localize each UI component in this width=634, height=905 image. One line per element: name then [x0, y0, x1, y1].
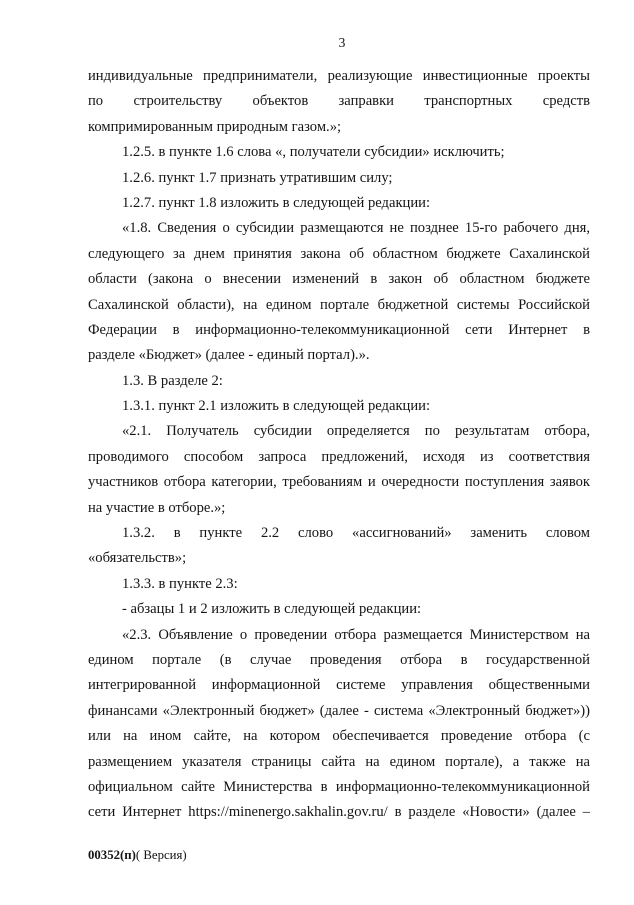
text-line: 1.2.5. в пункте 1.6 слова «, получатели субсидии» исключить;: [122, 144, 505, 161]
text-line: 1.2.7. пункт 1.8 изложить в следующей редакции:: [122, 194, 431, 211]
text-line: 1.3. В разделе 2:: [122, 372, 223, 389]
text-line: компримированным природным газом.»;: [88, 118, 342, 135]
text-line: участников отбора категории, требованиям и очередности поступления заявок: [88, 474, 590, 491]
text-line: «2.3. Объявление о проведении отбора размещается Министерством на: [122, 626, 590, 643]
text-line: 1.3.1. пункт 2.1 изложить в следующей редакции:: [122, 398, 431, 415]
text-line: «1.8. Сведения о субсидии размещаются не позднее 15-го рабочего дня,: [122, 220, 590, 237]
text-line: едином портале (в случае проведения отбора в государственной: [88, 651, 590, 668]
text-line: области (закона о внесении изменений в закон об областном бюджете: [88, 271, 590, 288]
text-line: сети Интернет https://minenergo.sakhalin.gov.ru/ в разделе «Новости» (далее –: [88, 804, 590, 821]
text-line: Федерации в информационно-телекоммуникационной сети Интернет в: [88, 321, 590, 338]
text-line: «обязательств»;: [88, 550, 187, 567]
text-line: разделе «Бюджет» (далее - единый портал).».: [88, 347, 370, 364]
text-line: 1.3.2. в пункте 2.2 слово «ассигнований» заменить словом: [122, 525, 590, 542]
text-line: 1.3.3. в пункте 2.3:: [122, 575, 238, 592]
text-line: интегрированной информационной системе управления общественными: [88, 677, 590, 694]
text-line: финансами «Электронный бюджет» (далее - система «Электронный бюджет»)): [88, 702, 590, 719]
text-line: - абзацы 1 и 2 изложить в следующей редакции:: [122, 601, 422, 618]
text-line: размещением указателя страницы сайта на едином портале), а также на: [88, 753, 590, 770]
document-footer: [88, 846, 187, 864]
text-line: официальном сайте Министерства в информационно-телекоммуникационной: [88, 778, 590, 795]
footer-document-code: 00352(п): [88, 848, 136, 862]
text-line: следующего за днем принятия закона об областном бюджете Сахалинской: [88, 245, 590, 262]
text-line: по строительству объектов заправки транспортных средств: [88, 93, 590, 110]
text-line: проводимого способом запроса предложений, исходя из соответствия: [88, 448, 590, 465]
text-line: 1.2.6. пункт 1.7 признать утратившим силу;: [122, 169, 393, 186]
text-line: Сахалинской области), на едином портале бюджетной системы Российской: [88, 296, 590, 313]
footer-version: ( Версия): [135, 848, 187, 862]
text-line: индивидуальные предприниматели, реализующие инвестиционные проекты: [88, 68, 590, 84]
text-line: на участие в отборе.»;: [88, 499, 226, 516]
text-line: «2.1. Получатель субсидии определяется по результатам отбора,: [122, 423, 590, 440]
page-number: 3: [338, 35, 346, 50]
document-body: [88, 64, 590, 826]
text-line: или на ином сайте, на котором обеспечивается проведение отбора (с: [88, 728, 590, 745]
